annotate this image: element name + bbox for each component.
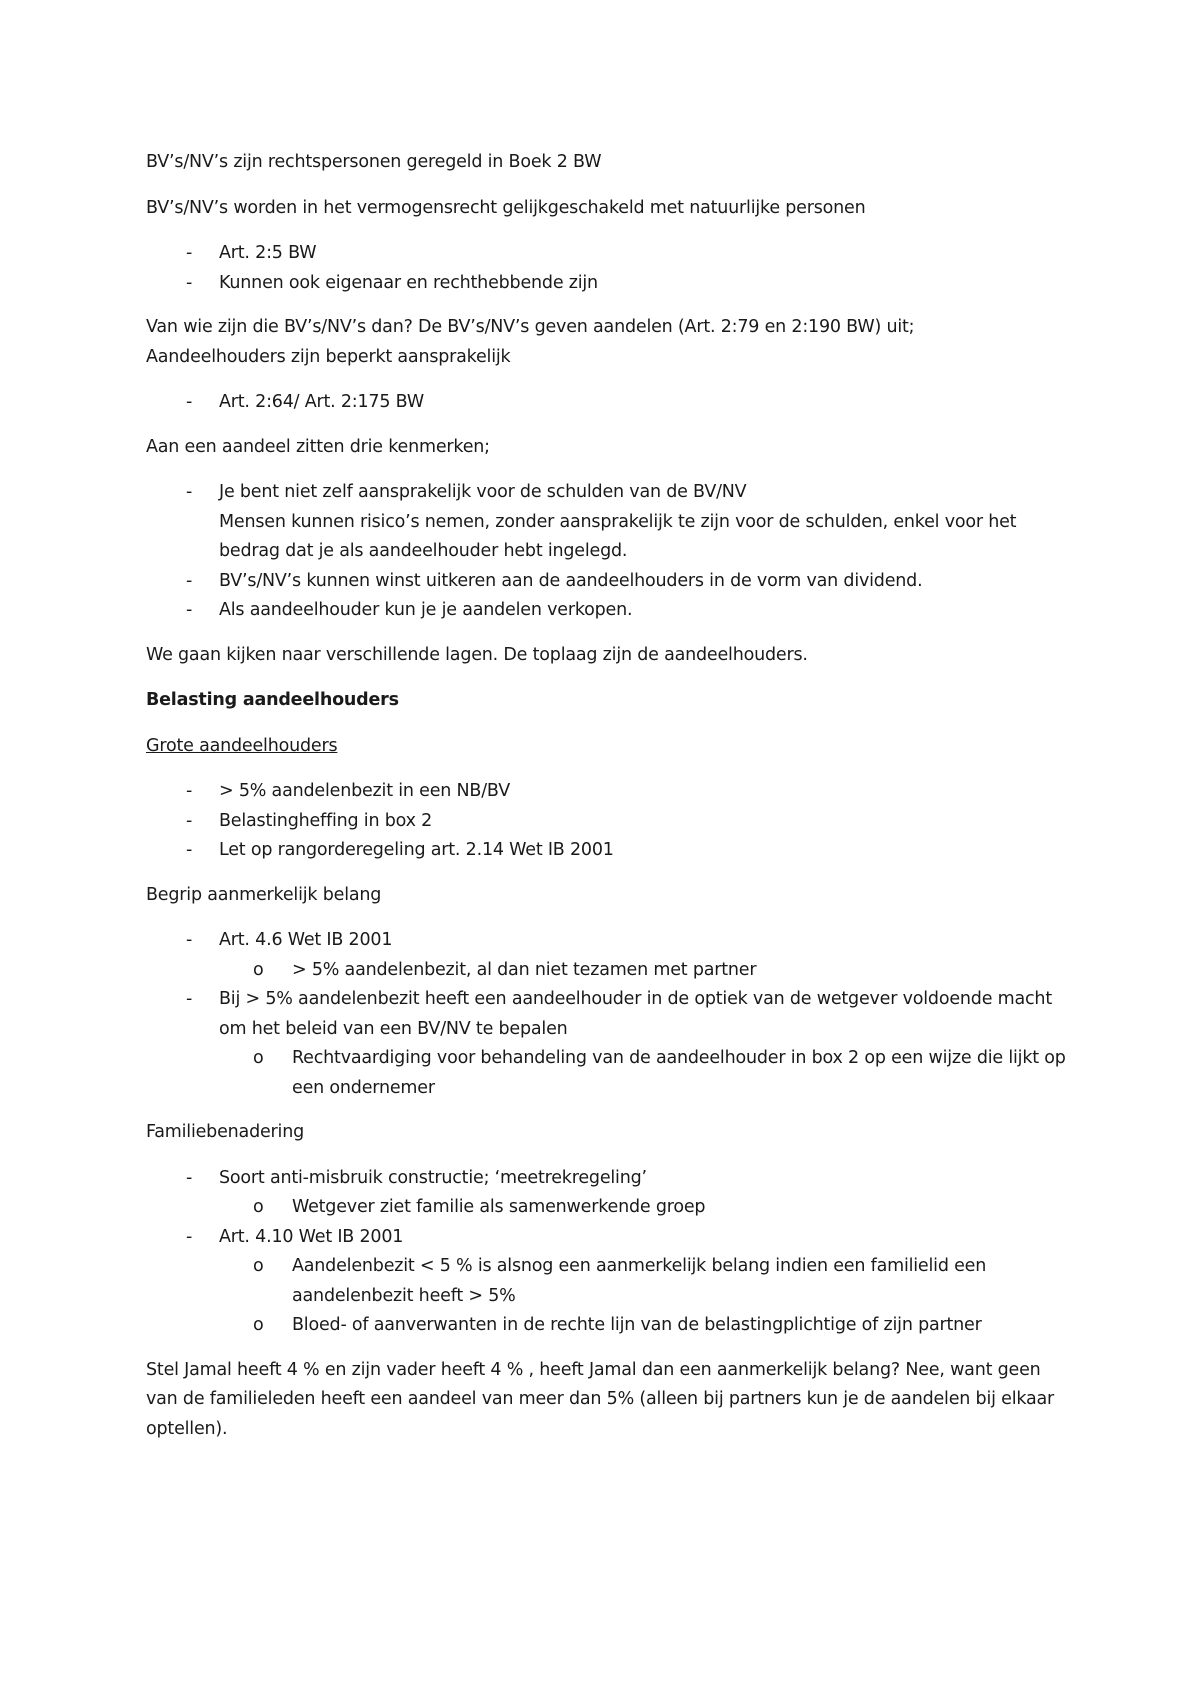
paragraph-aandelen bbox=[146, 313, 1066, 372]
list-item bbox=[146, 1223, 1066, 1341]
document-body bbox=[146, 148, 1066, 1460]
sublist-item: o Bloed- of aanverwanten in de rechte lijn van de belastingplichtige of zijn partner bbox=[219, 1311, 1066, 1341]
list-item: - Art. 2:64/ Art. 2:175 BW bbox=[146, 388, 1066, 418]
paragraph-line: Van wie zijn die BV’s/NV’s dan? De BV’s/NV’s geven aandelen (Art. 2:79 en 2:190 BW) uit; bbox=[146, 317, 915, 337]
list-item: - BV’s/NV’s kunnen winst uitkeren aan de aandeelhouders in de vorm van dividend. bbox=[146, 567, 1066, 597]
list-familiebenadering bbox=[146, 1164, 1066, 1341]
list-item bbox=[146, 1164, 1066, 1223]
list-item bbox=[146, 926, 1066, 985]
list-grote-aandeelhouders bbox=[146, 777, 1066, 866]
list-kenmerken bbox=[146, 478, 1066, 626]
list-item bbox=[146, 478, 1066, 567]
list-item-text: - Bij > 5% aandelenbezit heeft een aandeelhouder in de optiek van de wetgever voldoende macht om het beleid van een BV/NV te bepalen bbox=[219, 989, 1052, 1039]
list-item bbox=[146, 985, 1066, 1103]
paragraph-rechtspersonen: BV’s/NV’s zijn rechtspersonen geregeld in Boek 2 BW bbox=[146, 152, 602, 172]
list-item-text: - Soort anti-misbruik constructie; ‘meetrekregeling’ bbox=[219, 1167, 647, 1188]
list-item: - Art. 2:5 BW bbox=[146, 239, 1066, 269]
list-item-text: - Art. 4.6 Wet IB 2001 bbox=[219, 930, 393, 950]
list-aanmerkelijk-belang bbox=[146, 926, 1066, 1103]
sublist bbox=[219, 1193, 1066, 1223]
section-heading: Belasting aandeelhouders bbox=[146, 690, 399, 710]
list-item: - Let op rangorderegeling art. 2.14 Wet IB 2001 bbox=[146, 836, 1066, 866]
paragraph-voorbeeld-jamal: Stel Jamal heeft 4 % en zijn vader heeft 4 % , heeft Jamal dan een aanmerkelijk belang? Nee, want geen van de familieleden heeft een aandeel van meer dan 5% (alleen bij partners kun je de aandelen bij elkaar optellen). bbox=[146, 1359, 1055, 1439]
list-rechtspersonen bbox=[146, 239, 1066, 298]
paragraph-lagen: We gaan kijken naar verschillende lagen. De toplaag zijn de aandeelhouders. bbox=[146, 644, 808, 665]
subsection-heading: Grote aandeelhouders bbox=[146, 735, 338, 756]
sublist-item: o Aandelenbezit < 5 % is alsnog een aanmerkelijk belang indien een familielid een aandelenbezit heeft > 5% bbox=[219, 1252, 1066, 1311]
list-item: - Als aandeelhouder kun je je aandelen verkopen. bbox=[146, 596, 1066, 626]
sublist bbox=[219, 956, 1066, 986]
sublist-item: o Wetgever ziet familie als samenwerkende groep bbox=[219, 1193, 1066, 1223]
list-aansprakelijkheid bbox=[146, 388, 1066, 418]
paragraph-aanmerkelijk-belang: Begrip aanmerkelijk belang bbox=[146, 884, 382, 905]
sublist-item: o Rechtvaardiging voor behandeling van de aandeelhouder in box 2 op een wijze die lijkt op een ondernemer bbox=[219, 1044, 1066, 1103]
sublist bbox=[219, 1044, 1066, 1103]
list-item-text: - Art. 4.10 Wet IB 2001 bbox=[219, 1226, 404, 1247]
paragraph-kenmerken: Aan een aandeel zitten drie kenmerken; bbox=[146, 436, 490, 457]
list-item: - Belastingheffing in box 2 bbox=[146, 807, 1066, 837]
paragraph-vermogensrecht: BV’s/NV’s worden in het vermogensrecht gelijkgeschakeld met natuurlijke personen bbox=[146, 197, 866, 218]
sublist-item: o > 5% aandelenbezit, al dan niet tezamen met partner bbox=[219, 956, 1066, 986]
sublist bbox=[219, 1252, 1066, 1341]
paragraph-line: Aandeelhouders zijn beperkt aansprakelijk bbox=[146, 346, 511, 367]
list-item-line: - Je bent niet zelf aansprakelijk voor de schulden van de BV/NV bbox=[219, 482, 747, 502]
list-item: - Kunnen ook eigenaar en rechthebbende zijn bbox=[146, 269, 1066, 299]
list-item: - > 5% aandelenbezit in een NB/BV bbox=[146, 777, 1066, 807]
list-item-line: Mensen kunnen risico’s nemen, zonder aansprakelijk te zijn voor de schulden, enkel voor het bedrag dat je als aandeelhouder hebt ingelegd. bbox=[219, 511, 1017, 561]
paragraph-familiebenadering: Familiebenadering bbox=[146, 1122, 305, 1142]
